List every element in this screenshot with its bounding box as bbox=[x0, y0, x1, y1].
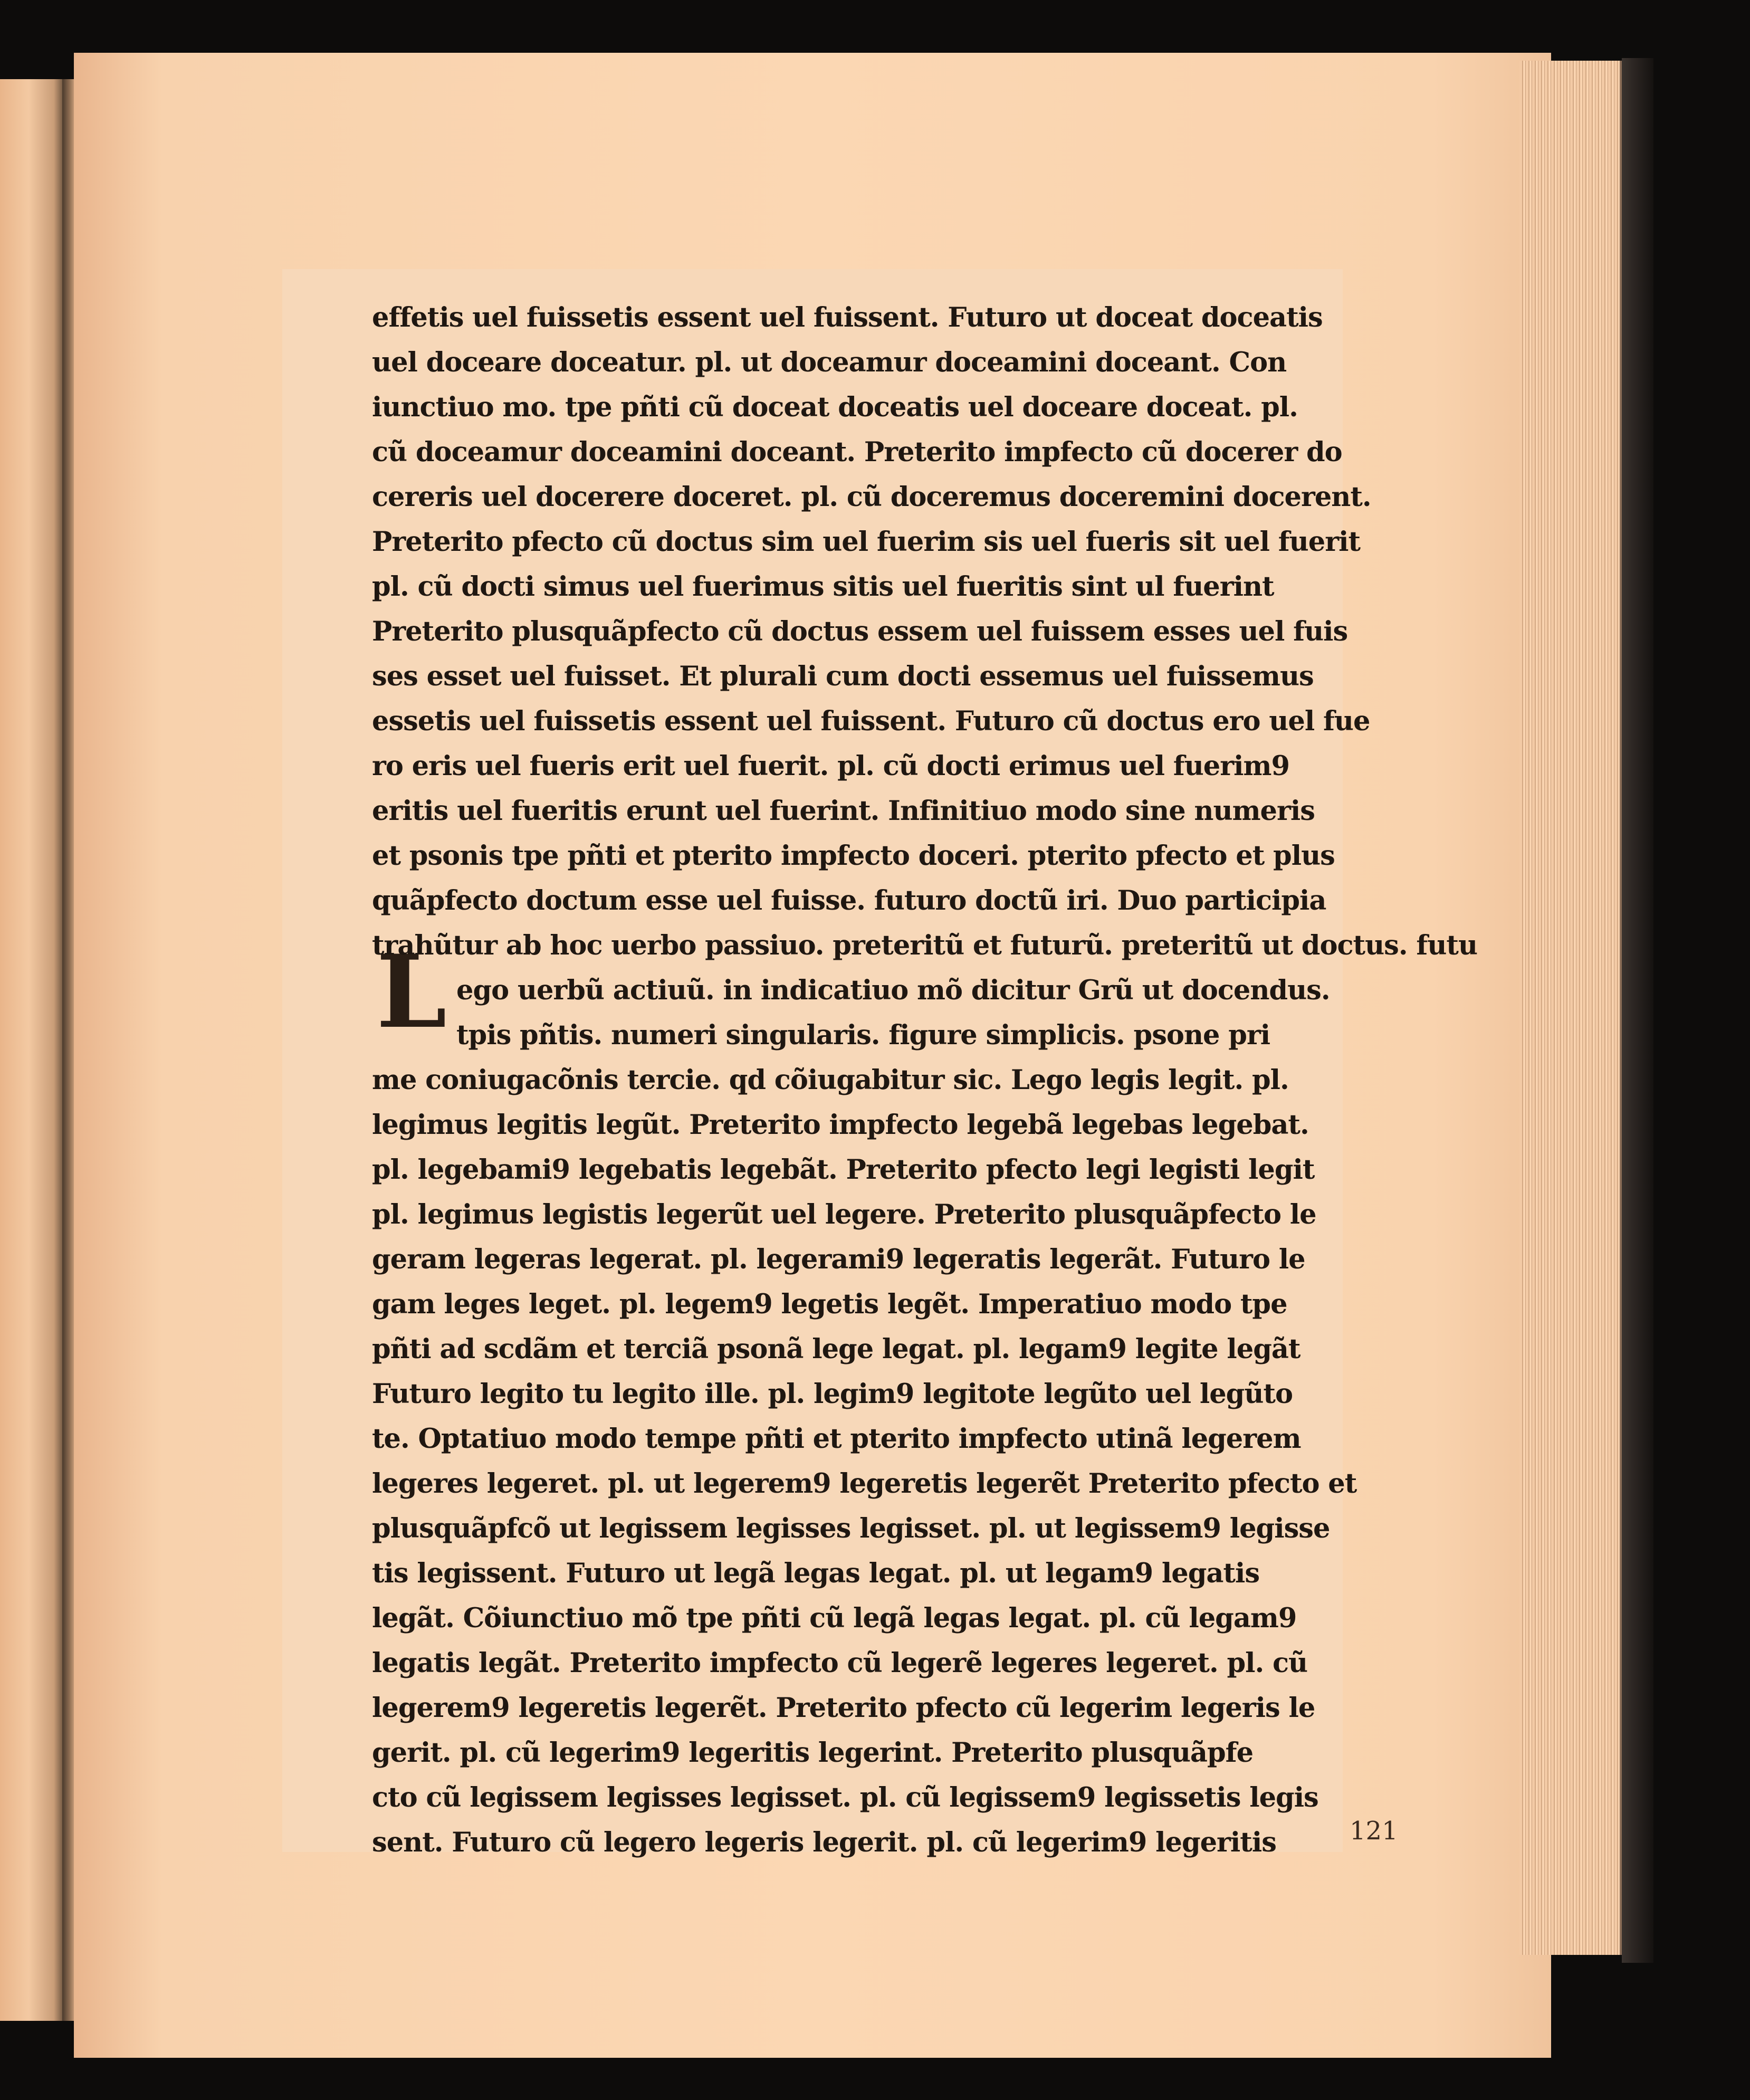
page-edges bbox=[1519, 61, 1622, 1955]
text-line: legãt. Cõiunctiuo mõ tpe pñti cũ legã legas legat. pl. cũ legam9 bbox=[372, 1602, 1297, 1634]
decorated-initial: L bbox=[376, 933, 447, 1051]
text-line: pl. cũ docti simus uel fuerimus sitis uel fueritis sint ul fuerint bbox=[372, 571, 1274, 603]
text-line: Preterito plusquãpfecto cũ doctus essem uel fuissem esses uel fuis bbox=[372, 616, 1348, 647]
book-cover-edge bbox=[1622, 58, 1653, 1963]
text-line: pl. legimus legistis legerũt uel legere. Preterito plusquãpfecto le bbox=[372, 1199, 1316, 1230]
page-number: 121 bbox=[1350, 1816, 1398, 1846]
text-line: pl. legebami9 legebatis legebãt. Preterito pfecto legi legisti legit bbox=[372, 1154, 1315, 1186]
text-line: gerit. pl. cũ legerim9 legeritis legerint. Preterito plusquãpfe bbox=[372, 1737, 1254, 1769]
text-line: tis legissent. Futuro ut legã legas legat. pl. ut legam9 legatis bbox=[372, 1558, 1260, 1589]
text-line: legimus legitis legũt. Preterito impfecto legebã legebas legebat. bbox=[372, 1109, 1309, 1141]
text-line: iunctiuo mo. tpe pñti cũ doceat doceatis uel doceare doceat. pl. bbox=[372, 392, 1298, 423]
text-line: legatis legãt. Preterito impfecto cũ legerẽ legeres legeret. pl. cũ bbox=[372, 1647, 1308, 1679]
text-line: plusquãpfcõ ut legissem legisses legisset. pl. ut legissem9 legisse bbox=[372, 1513, 1330, 1544]
text-line: et psonis tpe pñti et pterito impfecto doceri. pterito pfecto et plus bbox=[372, 840, 1335, 872]
text-line: gam leges leget. pl. legem9 legetis legẽt. Imperatiuo modo tpe bbox=[372, 1288, 1287, 1320]
text-line: cto cũ legissem legisses legisset. pl. cũ legissem9 legissetis legis bbox=[372, 1782, 1318, 1813]
text-line: te. Optatiuo modo tempe pñti et pterito impfecto utinã legerem bbox=[372, 1423, 1301, 1455]
text-line: eritis uel fueritis erunt uel fuerint. Infinitiuo modo sine numeris bbox=[372, 795, 1315, 827]
text-line: uel doceare doceatur. pl. ut doceamur doceamini doceant. Con bbox=[372, 347, 1287, 378]
text-line: Futuro legito tu legito ille. pl. legim9 legitote legũto uel legũto bbox=[372, 1378, 1293, 1410]
text-line: Preterito pfecto cũ doctus sim uel fuerim sis uel fueris sit uel fuerit bbox=[372, 526, 1361, 558]
text-line: cereris uel docerere doceret. pl. cũ doceremus doceremini docerent. bbox=[372, 481, 1371, 513]
text-line: geram legeras legerat. pl. legerami9 legeratis legerãt. Futuro le bbox=[372, 1244, 1305, 1275]
text-line: tpis pñtis. numeri singularis. figure simplicis. psone pri bbox=[456, 1019, 1270, 1051]
text-line: essetis uel fuissetis essent uel fuissent. Futuro cũ doctus ero uel fue bbox=[372, 705, 1370, 737]
text-line: quãpfecto doctum esse uel fuisse. futuro doctũ iri. Duo participia bbox=[372, 885, 1326, 917]
text-line: trahũtur ab hoc uerbo passiuo. preteritũ et futurũ. preteritũ ut doctus. futu bbox=[372, 930, 1478, 961]
text-line: ses esset uel fuisset. Et plurali cum docti essemus uel fuissemus bbox=[372, 661, 1314, 692]
text-line: cũ doceamur doceamini doceant. Preterito impfecto cũ docerer do bbox=[372, 436, 1342, 468]
text-line: legeres legeret. pl. ut legerem9 legeretis legerẽt Preterito pfecto et bbox=[372, 1468, 1357, 1500]
text-line: effetis uel fuissetis essent uel fuissent. Futuro ut doceat doceatis bbox=[372, 302, 1323, 333]
text-line: legerem9 legeretis legerẽt. Preterito pfecto cũ legerim legeris le bbox=[372, 1692, 1315, 1724]
text-line: ro eris uel fueris erit uel fuerit. pl. cũ docti erimus uel fuerim9 bbox=[372, 750, 1289, 782]
text-line: pñti ad scdãm et terciã psonã lege legat. pl. legam9 legite legãt bbox=[372, 1333, 1300, 1365]
text-line: me coniugacõnis tercie. qd cõiugabitur sic. Lego legis legit. pl. bbox=[372, 1064, 1289, 1096]
right-page bbox=[74, 53, 1551, 2058]
text-line: ego uerbũ actiuũ. in indicatiuo mõ dicitur Grũ ut docendus. bbox=[456, 975, 1330, 1006]
text-line: sent. Futuro cũ legero legeris legerit. pl. cũ legerim9 legeritis bbox=[372, 1827, 1276, 1858]
left-page-edge bbox=[0, 79, 63, 2021]
